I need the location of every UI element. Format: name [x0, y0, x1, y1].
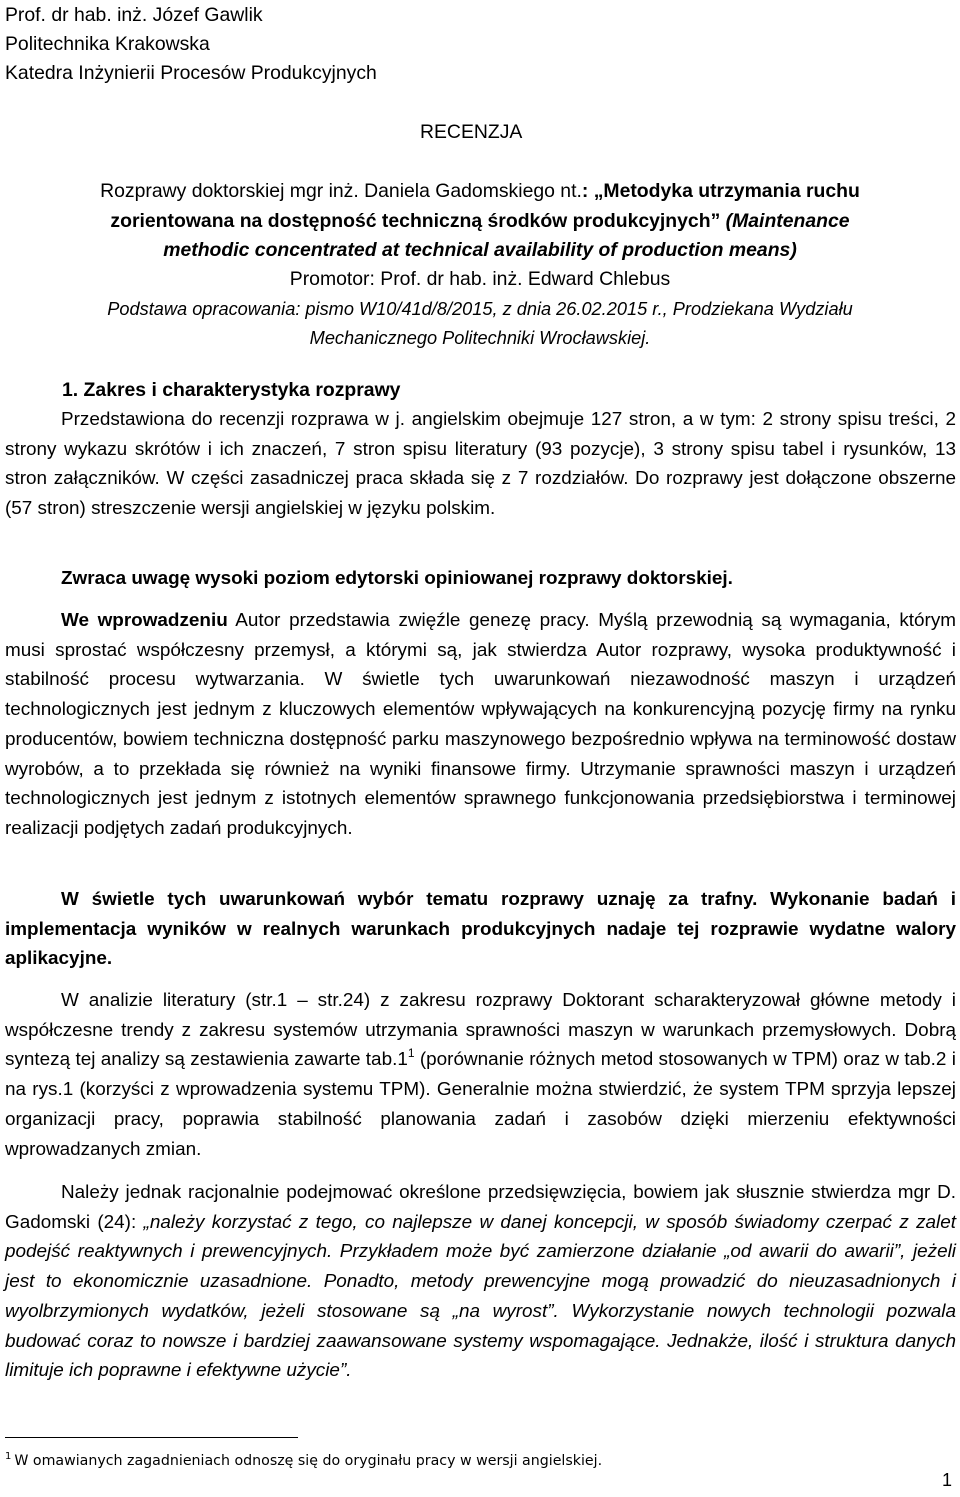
subject-topic-start: : „Metodyka utrzymania ruchu — [581, 180, 860, 202]
paragraph-editorial — [5, 564, 956, 594]
paragraph-quote — [5, 1178, 956, 1386]
section-1-heading: 1. Zakres i charakterystyka rozprawy — [62, 379, 401, 401]
paragraph-literature-text-a: W analizie literatury (str.1 – str.24) z zakresu rozprawy Doktorant scharakteryzował główne metody i współczesne trendy z zakresu systemów utrzymania sprawności maszyn w warunkach przemysłowych. Dobrą syntezą tej analizy są zestawienia zawarte tab.1 — [5, 990, 956, 1071]
subject-line-2 — [0, 212, 960, 231]
basis-line-2: Mechanicznego Politechniki Wrocławskiej. — [309, 328, 651, 348]
paragraph-topic-assessment-text: W świetle tych uwarunkowań wybór tematu rozprawy uznaję za trafny. Wykonanie badań i implementacja wyników w realnych warunkach produkcyjnych nadaje tej rozprawie wydatne walory aplikacyjne. — [5, 889, 956, 970]
footnote-separator — [5, 1437, 298, 1438]
footnote — [5, 1451, 602, 1469]
footnote-reference: 1 — [407, 1046, 415, 1061]
subject-english-end: methodic concentrated at technical availability of production means) — [163, 239, 797, 261]
subject-line-1 — [0, 182, 960, 201]
paragraph-scope — [5, 405, 956, 524]
author-department: Katedra Inżynierii Procesów Produkcyjnych — [5, 62, 377, 84]
document-title: RECENZJA — [420, 121, 523, 143]
promotor: Promotor: Prof. dr hab. inż. Edward Chlebus — [289, 268, 671, 290]
page-number: 1 — [941, 1470, 952, 1490]
paragraph-literature — [5, 986, 956, 1164]
paragraph-scope-text: Przedstawiona do recenzji rozprawa w j. angielskim obejmuje 127 stron, a w tym: 2 strony spisu treści, 2 strony wykazu skrótów i ich znaczeń, 7 stron spisu literatury (93 pozycje), 3 strony spisu tabel i rysunków, 13 stron załączników. W części zasadniczej praca składa się z 7 rozdziałów. Do rozprawy jest dołączone obszerne (57 stron) streszczenie wersji angielskiej w języku polskim. — [5, 409, 956, 520]
author-university: Politechnika Krakowska — [5, 33, 210, 55]
paragraph-quote-italic: „należy korzystać z tego, co najlepsze w danej koncepcji, w sposób świadomy czerpać z zalet podejść reaktywnych i prewencyjnych. Przykładem może być zamierzone działanie „od awarii do awarii”, jeżeli jest to ekonomicznie uzasadnione. Ponadto, metody prewencyjne mogą prowadzić do nieuzasadnionych i wyolbrzymionych wydatków, jeżeli stosowane są „na wyrost”. Wykorzystanie nowych technologii pozwala budować coraz to nowsze i bardziej zaawansowane systemy wspomagające. Jednakże, ilość i struktura danych limituje ich poprawne i efektywne użycie”. — [5, 1211, 957, 1382]
introduction-label: We wprowadzeniu — [61, 610, 228, 631]
subject-english-start: (Maintenance — [725, 210, 850, 232]
footnote-mark: 1 — [5, 1451, 12, 1462]
paragraph-editorial-text: Zwraca uwagę wysoki poziom edytorski opiniowanej rozprawy doktorskiej. — [61, 568, 733, 589]
subject-topic-end: zorientowana na dostępność techniczną środków produkcyjnych” — [110, 210, 721, 232]
paragraph-literature-text-b: (porównanie różnych metod stosowanych w TPM) oraz w tab.2 i na rys.1 (korzyści z wprowadzenia systemu TPM). Generalnie można stwierdzić, że system TPM sprzyja lepszej organizacji pracy, poprawia stabilność planowania zadań i zasobów dzięki mierzeniu efektywności wprowadzanych zmian. — [5, 1049, 956, 1160]
subject-intro: Rozprawy doktorskiej mgr inż. Daniela Gadomskiego nt. — [100, 180, 582, 202]
paragraph-topic-assessment — [5, 885, 956, 974]
footnote-text: W omawianych zagadnieniach odnoszę się do oryginału pracy w wersji angielskiej. — [14, 1453, 603, 1469]
paragraph-introduction-text: Autor przedstawia zwięźle genezę pracy. Myślą przewodnią są wymagania, którym musi sprostać współczesny przemysł, a którymi są, jak stwierdza Autor rozprawy, wysoka produktywność i stabilność procesu wytwarzania. W świetle tych uwarunkowań niezawodność maszyn i urządzeń technologicznych jest jednym z kluczowych elementów wpływających na konkurencyjną pozycję firmy na rynku producentów, bowiem techniczna dostępność parku maszynowego bezpośrednio wpływa na terminowość dostaw wyrobów, a to przekłada się również na wyniki finansowe firmy. Utrzymanie sprawności maszyn i urządzeń technologicznych jest jednym z istotnych elementów sprawnego funkcjonowania przedsiębiorstwa i terminowej realizacji podjętych zadań produkcyjnych. — [5, 610, 956, 839]
paragraph-quote-intro: Należy jednak racjonalnie podejmować określone przedsięwzięcia, bowiem jak słusznie stwierdza mgr D. Gadomski (24): — [5, 1182, 956, 1233]
basis-line-1: Podstawa opracowania: pismo W10/41d/8/2015, z dnia 26.02.2015 r., Prodziekana Wydziału — [107, 299, 853, 319]
paragraph-introduction — [5, 606, 956, 844]
author-name: Prof. dr hab. inż. Józef Gawlik — [5, 4, 263, 26]
